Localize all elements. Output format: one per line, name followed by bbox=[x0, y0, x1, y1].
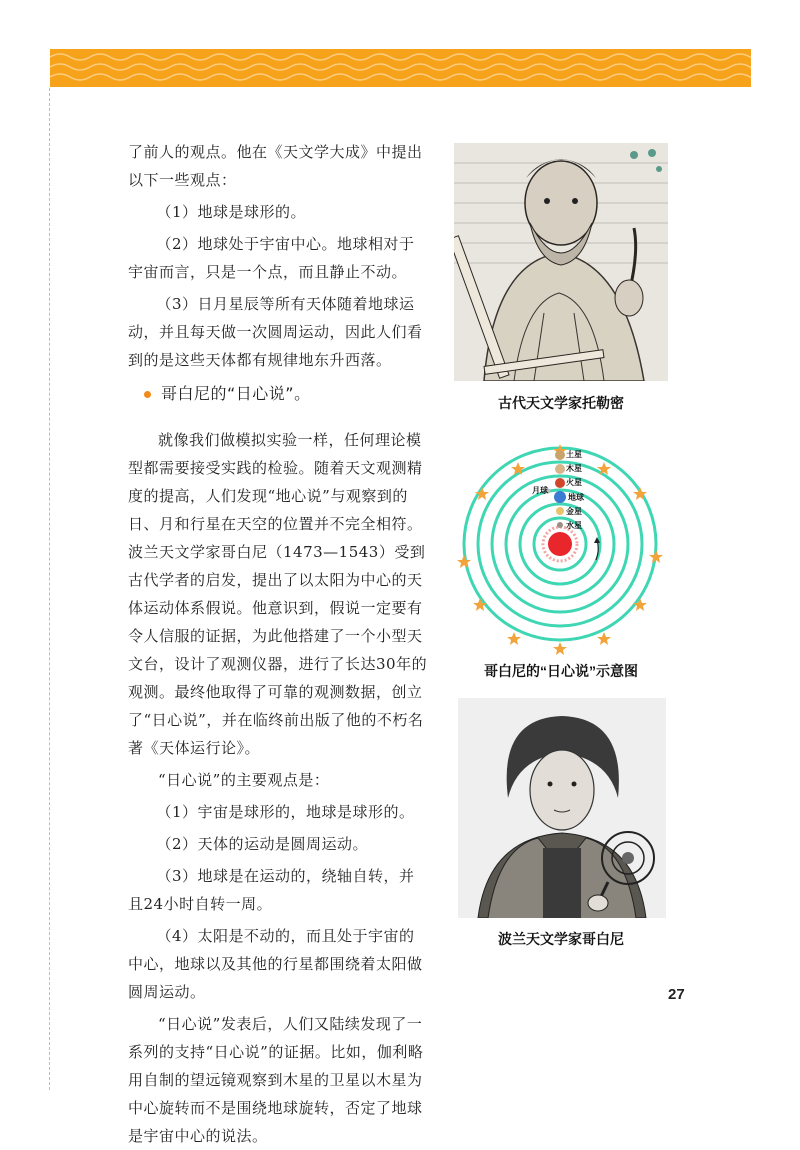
copernicus-illustration bbox=[458, 698, 666, 918]
bullet-dot bbox=[144, 391, 151, 398]
section-heading bbox=[128, 380, 428, 408]
label-venus: 金星 bbox=[566, 507, 582, 516]
label-jupiter: 木星 bbox=[566, 464, 582, 473]
paragraph-7: （1）宇宙是球形的，地球是球形的。 bbox=[156, 803, 415, 821]
label-mercury: 水星 bbox=[566, 521, 582, 530]
star-icon bbox=[507, 632, 521, 645]
star-icon bbox=[633, 598, 647, 611]
copernicus-portrait bbox=[458, 698, 666, 918]
ptolemy-portrait bbox=[454, 143, 668, 381]
star-icon bbox=[473, 598, 487, 611]
body-top-block bbox=[128, 138, 428, 374]
section-heading-text: 哥白尼的“日心说”。 bbox=[161, 384, 311, 403]
paragraph-6: “日心说”的主要观点是： bbox=[158, 771, 330, 789]
paragraph-9: （3）地球是在运动的，绕轴自转，并且24小时自转一周。 bbox=[128, 867, 415, 913]
star-icon bbox=[553, 642, 567, 655]
mars-icon bbox=[555, 478, 565, 488]
paragraph-5: 就像我们做模拟实验一样，任何理论模型都需要接受实践的检验。随着天文观测精度的提高，人们发现“地心说”与观察到的日、月和行星在天空的位置并不完全相符。波兰天文学家哥白尼（1473—1543）受到古代学者的启发，提出了以太阳为中心的天体运动体系假说。他意识到，假说一定要有令人信服的证据，为此他搭建了一个小型天文台，设计了观测仪器，进行了长达30年的观测。最终他取得了可靠的观测数据，创立了“日心说”，并在临终前出版了他的不朽名著《天体运行论》。 bbox=[128, 431, 428, 757]
diagram-caption: 哥白尼的“日心说”示意图 bbox=[484, 663, 638, 679]
saturn-icon bbox=[555, 450, 565, 460]
wave-pattern bbox=[50, 49, 751, 87]
paragraph-11: “日心说”发表后，人们又陆续发现了一系列的支持“日心说”的证据。比如，伽利略用自制的望远镜观察到木星的卫星以木星为中心旋转而不是围绕地球旋转，否定了地球是宇宙中心的说法。 bbox=[128, 1015, 424, 1145]
star-icon bbox=[649, 550, 663, 563]
sun-icon bbox=[548, 532, 572, 556]
paragraph-2: （1）地球是球形的。 bbox=[156, 203, 307, 221]
ptolemy-caption: 古代天文学家托勒密 bbox=[498, 395, 624, 411]
star-icon bbox=[457, 555, 471, 568]
margin-dashed-line bbox=[49, 88, 50, 1090]
star-icon bbox=[597, 632, 611, 645]
body-text-column bbox=[128, 138, 428, 1150]
orbit-diagram bbox=[454, 440, 668, 655]
heliocentric-diagram bbox=[454, 440, 668, 655]
paragraph-1: 了前人的观点。他在《天文学大成》中提出以下一些观点： bbox=[128, 143, 423, 189]
paragraph-8: （2）天体的运动是圆周运动。 bbox=[156, 835, 369, 853]
ptolemy-illustration bbox=[454, 143, 668, 381]
label-mars: 火星 bbox=[566, 478, 582, 487]
venus-icon bbox=[556, 507, 564, 515]
label-saturn: 土星 bbox=[566, 450, 582, 459]
earth-icon bbox=[554, 491, 566, 503]
paragraph-3: （2）地球处于宇宙中心。地球相对于宇宙而言，只是一个点，而且静止不动。 bbox=[128, 235, 415, 281]
paragraph-10: （4）太阳是不动的，而且处于宇宙的中心，地球以及其他的行星都围绕着太阳做圆周运动。 bbox=[128, 927, 423, 1001]
mercury-icon bbox=[557, 522, 563, 528]
body-bottom-block bbox=[128, 426, 428, 1150]
paragraph-4: （3）日月星辰等所有天体随着地球运动，并且每天做一次圆周运动，因此人们看到的是这些天体都有规律地东升西落。 bbox=[128, 295, 423, 369]
label-moon: 月球 bbox=[532, 486, 548, 495]
jupiter-icon bbox=[555, 464, 565, 474]
page-number: 27 bbox=[668, 986, 685, 1003]
copernicus-caption: 波兰天文学家哥白尼 bbox=[498, 931, 624, 947]
header-band bbox=[50, 49, 751, 87]
label-earth: 地球 bbox=[568, 493, 584, 502]
